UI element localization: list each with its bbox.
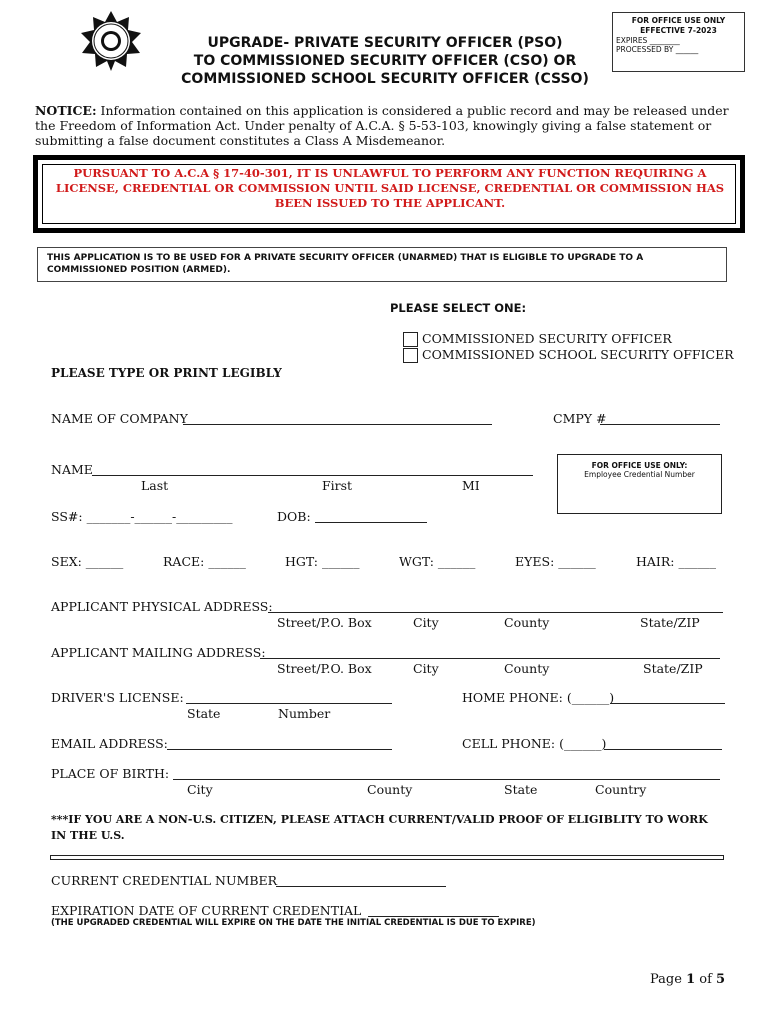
section-divider (50, 855, 724, 860)
email-label: EMAIL ADDRESS: (51, 736, 168, 751)
mailing-address-field[interactable] (260, 658, 720, 659)
employee-credential-label: Employee Credential Number (584, 470, 695, 479)
birth-country-label: Country (595, 782, 647, 797)
current-credential-field[interactable] (276, 886, 446, 887)
expiration-field[interactable] (368, 916, 499, 917)
height-field[interactable]: HGT: ______ (285, 554, 360, 569)
select-heading: PLEASE SELECT ONE: (390, 301, 527, 315)
physical-city-label: City (413, 615, 439, 630)
birth-county-label: County (367, 782, 413, 797)
dob-label: DOB: (277, 509, 311, 524)
dl-state-label: State (187, 706, 221, 721)
page-indicator (650, 972, 725, 987)
race-field[interactable]: RACE: ______ (163, 554, 246, 569)
office-use-heading-2: EFFECTIVE 7-2023 (640, 26, 717, 35)
cmpy-label: CMPY # (553, 411, 607, 426)
title-line-2: TO COMMISSIONED SECURITY OFFICER (CSO) OR (193, 53, 577, 69)
notice-paragraph (35, 103, 735, 148)
birth-place-label: PLACE OF BIRTH: (51, 766, 170, 781)
office-expires[interactable]: EXPIRES ________ (616, 36, 680, 45)
mailing-statezip-label: State/ZIP (643, 661, 703, 676)
birth-city-label: City (187, 782, 213, 797)
mailing-street-label: Street/P.O. Box (277, 661, 372, 676)
email-field[interactable] (167, 749, 392, 750)
mailing-city-label: City (413, 661, 439, 676)
company-field[interactable] (183, 424, 492, 425)
weight-field[interactable]: WGT: ______ (399, 554, 476, 569)
home-phone-field[interactable] (610, 703, 725, 704)
eyes-field[interactable]: EYES: ______ (515, 554, 596, 569)
name-last-label: Last (141, 478, 169, 493)
office-use-heading (613, 16, 744, 36)
office-use-heading-1: FOR OFFICE USE ONLY (631, 16, 726, 25)
expiration-note: (THE UPGRADED CREDENTIAL WILL EXPIRE ON THE DATE THE INITIAL CREDENTIAL IS DUE TO EXPIRE) (51, 918, 536, 928)
current-credential-label: CURRENT CREDENTIAL NUMBER (51, 873, 278, 888)
form-title (150, 34, 620, 88)
cell-phone-field[interactable] (604, 749, 722, 750)
birth-state-label: State (504, 782, 538, 797)
mailing-county-label: County (504, 661, 550, 676)
drivers-license-field[interactable] (186, 703, 392, 704)
drivers-license-label: DRIVER'S LICENSE: (51, 690, 184, 705)
company-label: NAME OF COMPANY (51, 411, 188, 426)
home-phone-label: HOME PHONE: (______) (462, 690, 615, 705)
physical-address-label: APPLICANT PHYSICAL ADDRESS: (51, 599, 273, 614)
physical-county-label: County (504, 615, 550, 630)
name-field[interactable] (92, 475, 533, 476)
sex-field[interactable]: SEX: ______ (51, 554, 124, 569)
dl-number-label: Number (278, 706, 331, 721)
info-text: THIS APPLICATION IS TO BE USED FOR A PRIVATE SECURITY OFFICER (UNARMED) THAT IS ELIGIBLE TO UPGRADE TO A COMMISSIONED POSITION (ARMED). (47, 253, 644, 275)
title-line-3: COMMISSIONED SCHOOL SECURITY OFFICER (CSSO) (181, 71, 589, 87)
csso-checkbox[interactable] (403, 348, 418, 363)
office-use-box (612, 12, 745, 72)
office-only-label: FOR OFFICE USE ONLY: (591, 461, 688, 470)
mailing-address-label: APPLICANT MAILING ADDRESS: (51, 645, 266, 660)
physical-street-label: Street/P.O. Box (277, 615, 372, 630)
hair-field[interactable]: HAIR: ______ (636, 554, 716, 569)
non-citizen-notice: ***IF YOU ARE A NON-U.S. CITIZEN, PLEASE ATTACH CURRENT/VALID PROOF OF ELIGIBLITY TO WORK IN THE U.S. (51, 813, 708, 842)
csso-option-label: COMMISSIONED SCHOOL SECURITY OFFICER (422, 347, 734, 362)
cell-phone-label: CELL PHONE: (______) (462, 736, 607, 751)
ssn-field[interactable]: SS#: _______-______-_________ (51, 509, 233, 524)
cso-option-label: COMMISSIONED SECURITY OFFICER (422, 331, 672, 346)
title-line-1: UPGRADE- PRIVATE SECURITY OFFICER (PSO) (207, 35, 563, 51)
dob-field[interactable] (315, 522, 427, 523)
notice-label: NOTICE: (35, 103, 97, 118)
warning-text: PURSUANT TO A.C.A § 17-40-301, IT IS UNLAWFUL TO PERFORM ANY FUNCTION REQUIRING A LICENSE, CREDENTIAL OR COMMISSION UNTIL SAID LICENSE, CREDENTIAL OR COMMISSION HAS BEEN ISSUED TO THE APPLICANT. (55, 166, 725, 210)
physical-address-field[interactable] (268, 612, 723, 613)
birth-place-field[interactable] (173, 779, 720, 780)
page-number: 1 (686, 972, 696, 987)
cmpy-field[interactable] (600, 424, 720, 425)
page-word: Page (650, 972, 687, 987)
of-word: of (695, 972, 717, 987)
physical-statezip-label: State/ZIP (640, 615, 700, 630)
name-first-label: First (322, 478, 353, 493)
cso-checkbox[interactable] (403, 332, 418, 347)
employee-credential-box (557, 454, 722, 514)
state-police-seal (80, 10, 142, 72)
expiration-label: EXPIRATION DATE OF CURRENT CREDENTIAL (51, 903, 362, 918)
notice-text: Information contained on this application is considered a public record and may be released under the Freedom of Information Act. Under penalty of A.C.A. § 5-53-103, knowingly giving a false statement or submitting a false document constitutes a Class A Misdemeanor. (35, 103, 729, 148)
name-mi-label: MI (462, 478, 480, 493)
name-label: NAME (51, 462, 93, 477)
type-print-instruction: PLEASE TYPE OR PRINT LEGIBLY (51, 366, 282, 380)
office-processed-by[interactable]: PROCESSED BY ______ (616, 45, 699, 54)
page-total: 5 (716, 972, 726, 987)
